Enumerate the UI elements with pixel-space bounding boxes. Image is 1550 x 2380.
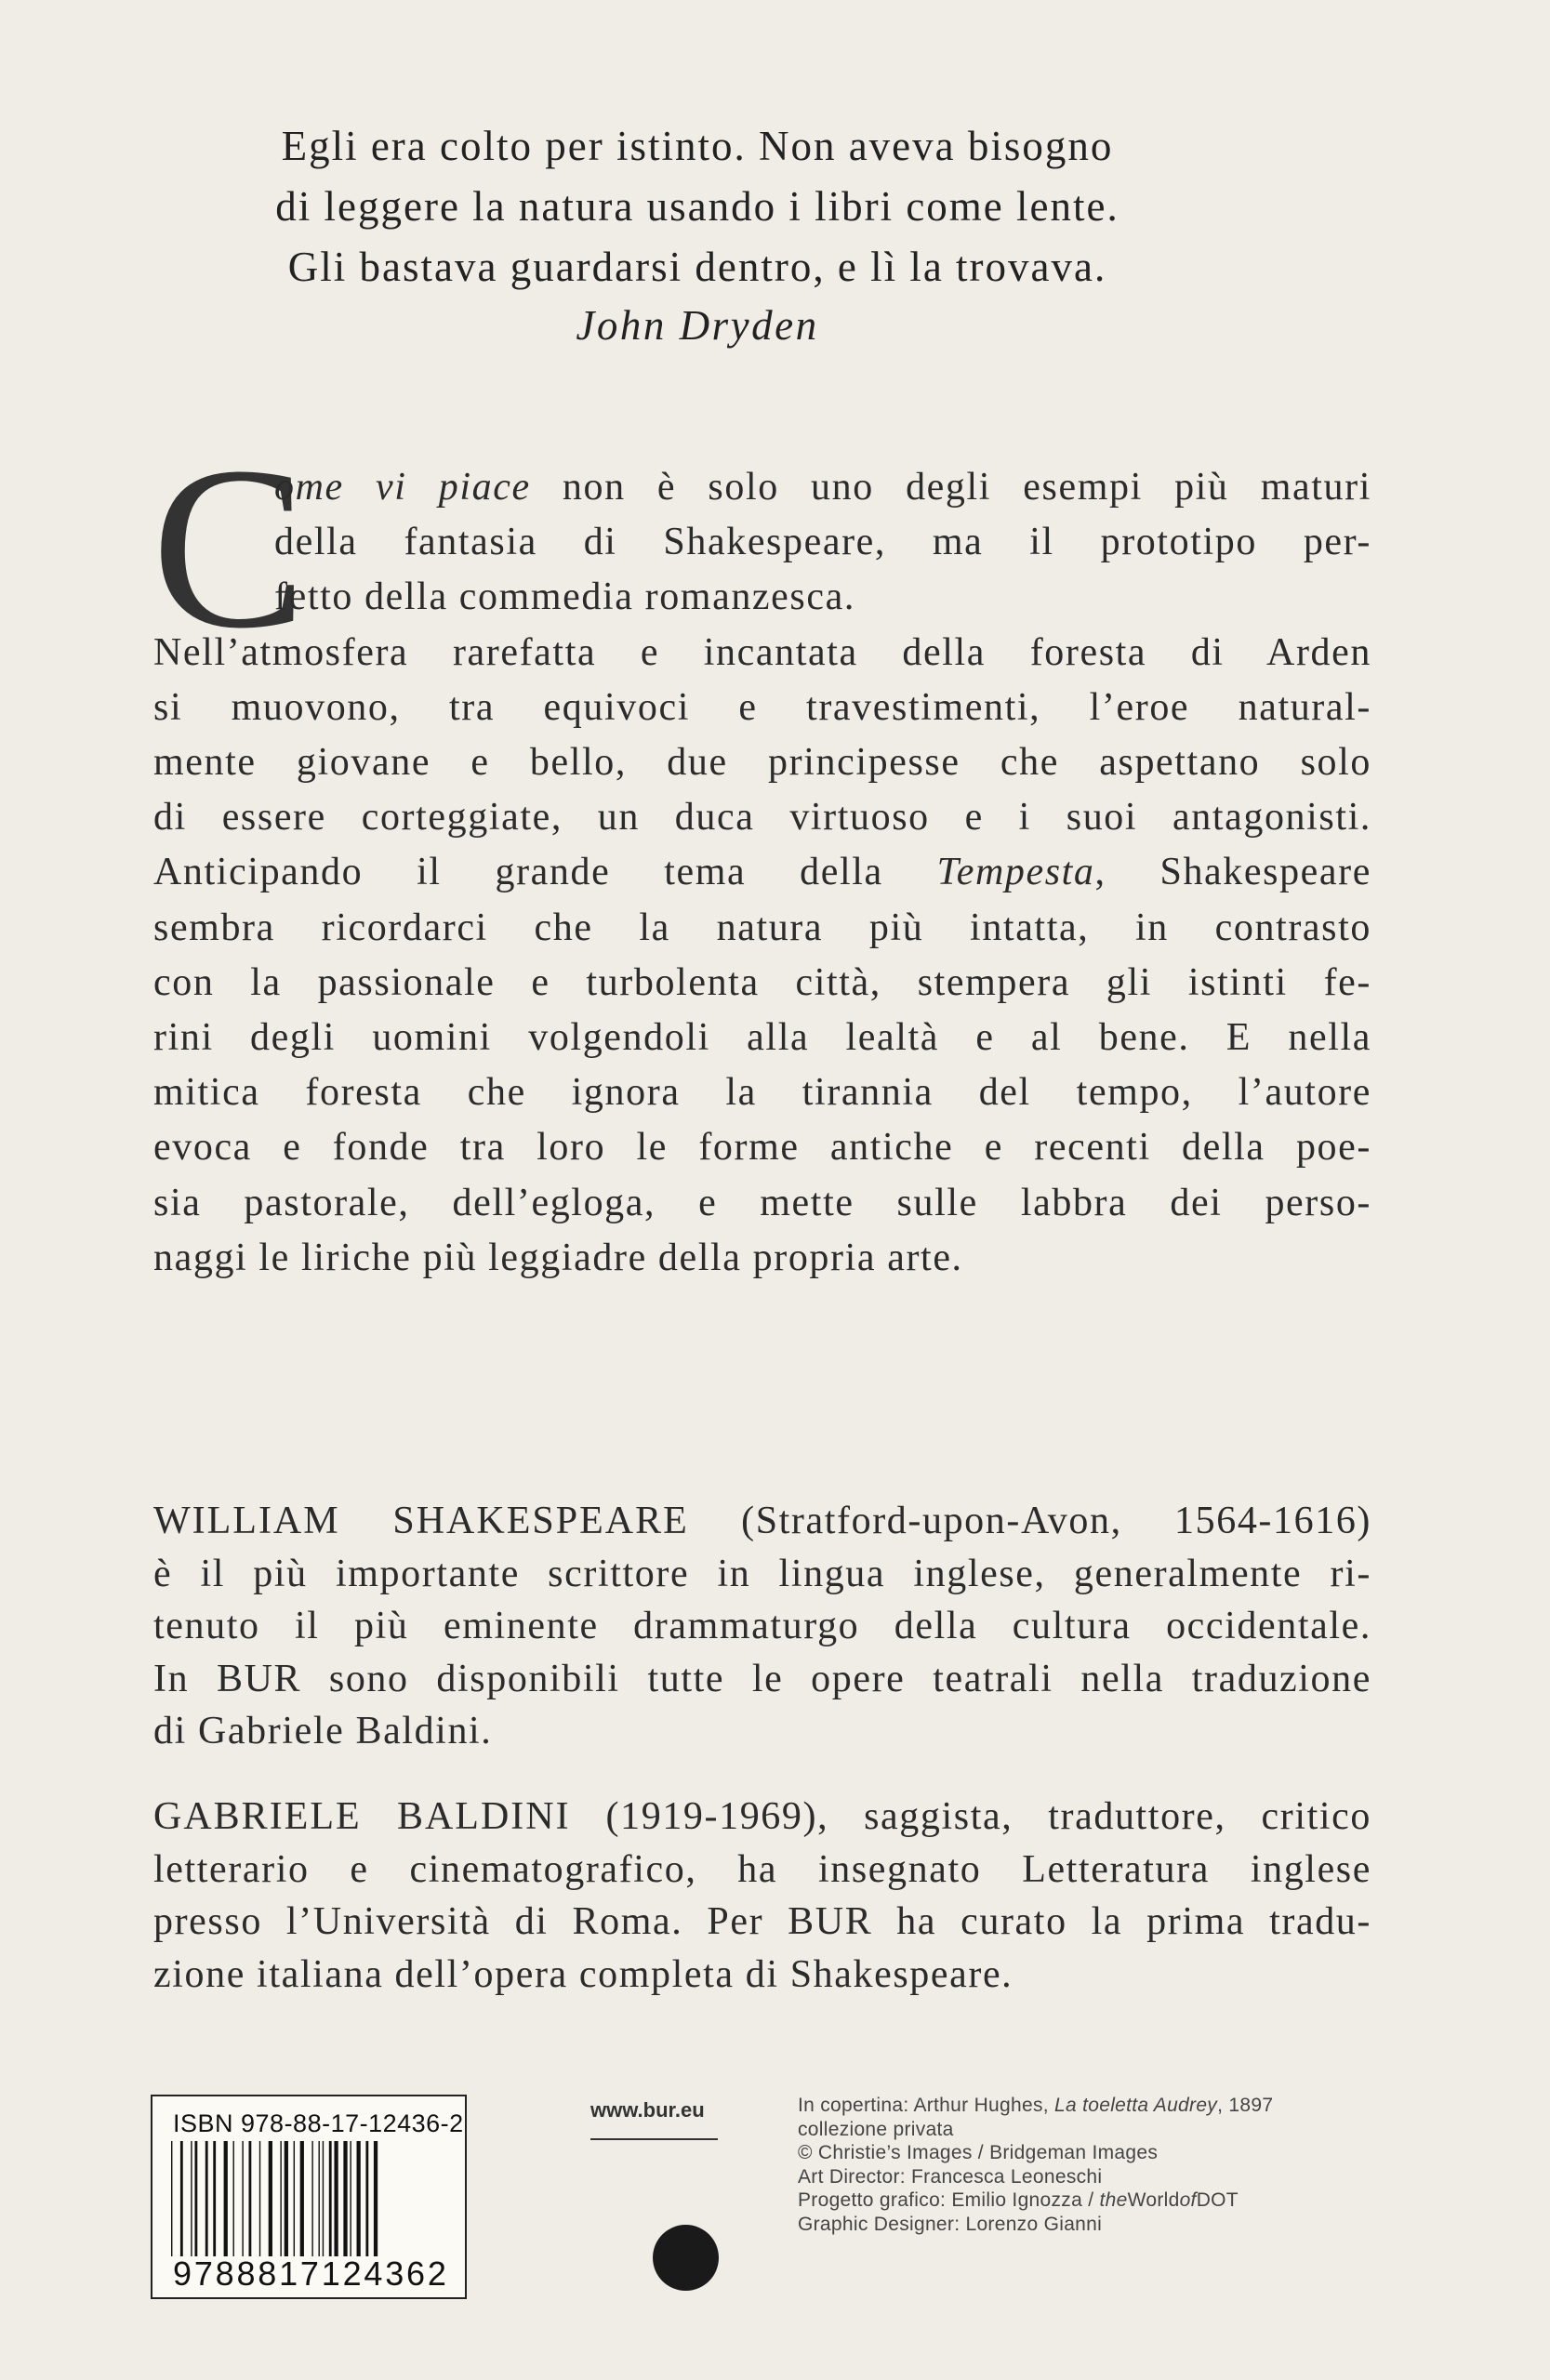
barcode	[151, 2095, 467, 2299]
epigraph-line: Egli era colto per istinto. Non aveva bisogno	[281, 123, 1114, 169]
synopsis-line	[153, 845, 1371, 900]
epigraph	[139, 116, 1255, 356]
synopsis-line: naggi le liriche più leggiadre della propria arte.	[153, 1236, 963, 1279]
credit-line: collezione privata	[798, 2118, 954, 2140]
barcode-bar	[259, 2141, 260, 2256]
isbn-label: ISBN 978-88-17-12436-2	[173, 2109, 464, 2137]
barcode-bar	[311, 2141, 312, 2256]
credit-line: © Christie’s Images / Bridgeman Images	[798, 2142, 1159, 2163]
bio-line: letterario e cinematografico, ha insegnato Letteratura inglese	[153, 1847, 1371, 1891]
publisher-logo-dot	[653, 2225, 719, 2291]
play-title: ome vi piace	[274, 466, 531, 509]
synopsis-line: mitica foresta che ignora la tirannia del tempo, l’autore	[153, 1071, 1371, 1115]
barcode-bar	[280, 2141, 281, 2256]
barcode-bar	[171, 2141, 172, 2256]
bio-text: (Stratford-upon-Avon, 1564-1616)	[688, 1500, 1372, 1542]
barcode-bar	[233, 2141, 234, 2256]
bio-line: tenuto il più eminente drammaturgo della cultura occidentale.	[153, 1605, 1371, 1647]
synopsis-text: non è solo uno degli esempi più maturi	[530, 466, 1371, 509]
publisher-website[interactable]: www.bur.eu	[590, 2098, 705, 2122]
studio-name: of	[1179, 2189, 1197, 2211]
bio-line	[153, 1495, 1371, 1548]
translator-bio	[153, 1791, 1371, 2001]
synopsis-line: sembra ricordarci che la natura più intatta, in contrasto	[153, 906, 1371, 949]
barcode-bars	[171, 2141, 450, 2256]
synopsis-line: mente giovane e bello, due principesse che aspettano solo	[153, 741, 1371, 785]
synopsis-line: di essere corteggiate, un duca virtuoso e i suoi antagonisti.	[153, 796, 1371, 840]
cover-credits	[798, 2094, 1273, 2236]
synopsis-line: si muovono, tra equivoci e travestimenti, l’eroe natural-	[153, 685, 1371, 729]
credit-text: In copertina: Arthur Hughes,	[798, 2095, 1055, 2116]
translator-name: GABRIELE BALDINI	[153, 1795, 571, 1838]
bio-line	[153, 1791, 1371, 1844]
barcode-bar	[194, 2141, 197, 2256]
barcode-bar	[294, 2141, 295, 2256]
barcode-bar	[365, 2141, 368, 2256]
barcode-bar	[350, 2141, 351, 2256]
synopsis-line: evoca e fonde tra loro le forme antiche e recenti della poe-	[153, 1126, 1371, 1170]
bio-text: (1919-1969), saggista, traduttore, critico	[570, 1795, 1372, 1838]
synopsis-line: sia pastorale, dell’egloga, e mette sulle labbra dei perso-	[153, 1181, 1371, 1224]
barcode-bar	[191, 2141, 192, 2256]
barcode-bar	[300, 2141, 304, 2256]
barcode-bar	[205, 2141, 208, 2256]
barcode-bar	[334, 2141, 338, 2256]
bio-line: presso l’Università di Roma. Per BUR ha curato la prima tradu-	[153, 1900, 1371, 1943]
studio-name: World	[1127, 2189, 1180, 2211]
bio-line: è il più importante scrittore in lingua inglese, generalmente ri-	[153, 1552, 1371, 1595]
barcode-bar	[285, 2141, 288, 2256]
barcode-bar	[374, 2141, 378, 2256]
barcode-bar	[242, 2141, 243, 2256]
barcode-bar	[357, 2141, 361, 2256]
barcode-bar	[269, 2141, 272, 2256]
synopsis-line: della fantasia di Shakespeare, ma il prototipo per-	[274, 521, 1371, 564]
drop-cap: C	[152, 419, 307, 677]
credit-text: Progetto grafico: Emilio Ignozza /	[798, 2189, 1100, 2211]
epigraph-line: di leggere la natura usando i libri come lente.	[275, 183, 1119, 230]
author-bio	[153, 1495, 1371, 1758]
barcode-bar	[224, 2141, 228, 2256]
credit-line: Art Director: Francesca Leoneschi	[798, 2165, 1103, 2188]
barcode-bar	[323, 2141, 324, 2256]
synopsis-text: Anticipando il grande tema della	[153, 851, 937, 894]
barcode-bar	[318, 2141, 319, 2256]
play-title: Tempesta	[936, 851, 1095, 894]
barcode-bar	[248, 2141, 251, 2256]
barcode-digits: 9788817124362	[173, 2254, 449, 2293]
studio-name: the	[1099, 2189, 1128, 2211]
synopsis-line: Nell’atmosfera rarefatta e incantata della foresta di Arden	[153, 630, 1371, 674]
credit-line	[798, 2094, 1273, 2118]
synopsis-line	[153, 460, 1371, 515]
bio-line: di Gabriele Baldini.	[153, 1710, 493, 1752]
bio-line: In BUR sono disponibili tutte le opere teatrali nella traduzione	[153, 1657, 1371, 1700]
synopsis-line: rini degli uomini volgendoli alla lealtà e al bene. E nella	[153, 1016, 1371, 1060]
barcode-bar	[343, 2141, 347, 2256]
barcode-bar	[213, 2141, 216, 2256]
bio-line: zione italiana dell’opera completa di Shakespeare.	[153, 1952, 1013, 1996]
synopsis-line: con la passionale e turbolenta città, stempera gli istinti fe-	[153, 960, 1371, 1004]
credit-line	[798, 2188, 1273, 2213]
studio-name: DOT	[1196, 2189, 1239, 2211]
credit-text: , 1897	[1217, 2095, 1274, 2116]
author-name: WILLIAM SHAKESPEARE	[153, 1500, 689, 1542]
synopsis-text: , Shakespeare	[1094, 851, 1371, 894]
barcode-bar	[180, 2141, 183, 2256]
artwork-title: La toeletta Audrey	[1054, 2095, 1218, 2116]
credit-line: Graphic Designer: Lorenzo Gianni	[798, 2213, 1103, 2235]
epigraph-line: Gli bastava guardarsi dentro, e lì la trovava.	[287, 244, 1107, 290]
barcode-bar	[329, 2141, 332, 2256]
epigraph-author: John Dryden	[576, 302, 819, 349]
synopsis-line: fetto della commedia romanzesca.	[274, 575, 855, 619]
divider	[590, 2138, 718, 2140]
synopsis	[153, 460, 1371, 1286]
